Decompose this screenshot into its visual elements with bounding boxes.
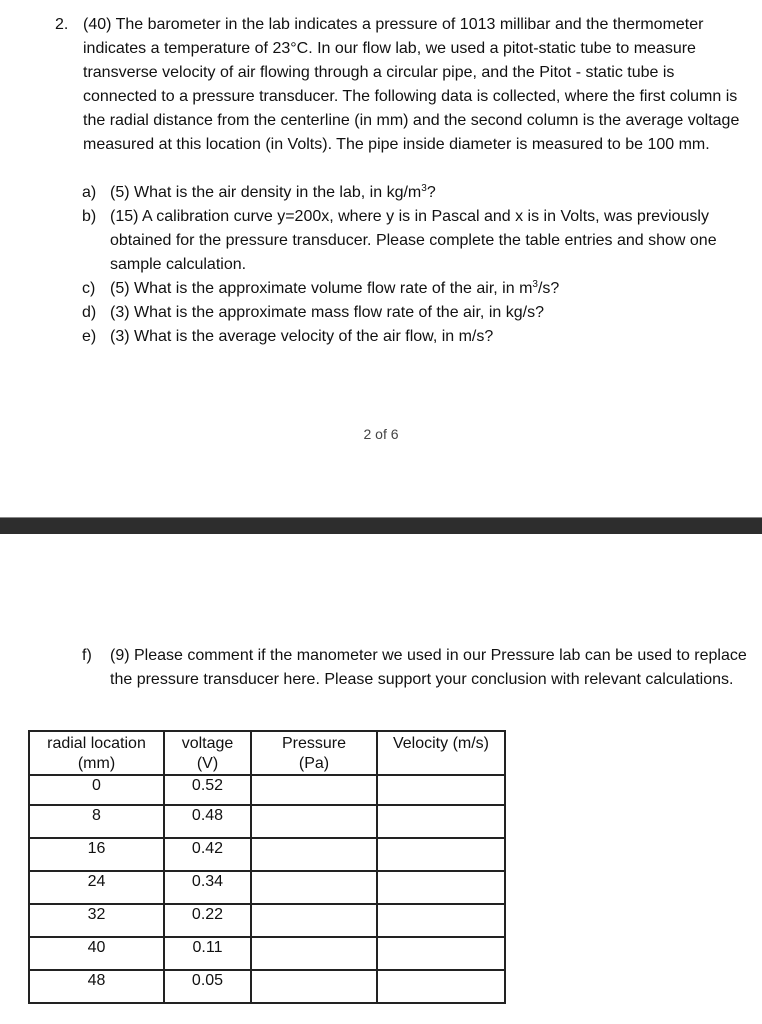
table-row: [29, 775, 505, 805]
part-letter: b): [82, 208, 97, 225]
table-cell: 0.05: [164, 970, 251, 1003]
column-header: radial location (mm): [29, 731, 164, 775]
table-cell: 48: [29, 970, 164, 1003]
question-parts: [82, 181, 742, 349]
page-indicator: 2 of 6: [363, 426, 399, 442]
table-cell: [377, 937, 505, 970]
column-header: voltage (V): [164, 731, 251, 775]
table-cell: 8: [29, 805, 164, 838]
part-f: [82, 644, 752, 692]
part-text: (3) What is the approximate mass flow rate of the air, in kg/s?: [110, 304, 544, 321]
table-cell: [251, 805, 377, 838]
table-cell: 0.11: [164, 937, 251, 970]
part-text: (3) What is the average velocity of the air flow, in m/s?: [110, 328, 494, 345]
table-cell: [377, 775, 505, 805]
part-text: (9) Please comment if the manometer we used in our Pressure lab can be used to replace the pressure transducer here. Please support your conclusion with relevant calculations.: [110, 647, 747, 688]
table-cell: [377, 805, 505, 838]
table-cell: 0.48: [164, 805, 251, 838]
table-header-row: [29, 731, 505, 775]
question-number: 2.: [55, 16, 69, 33]
table-cell: [377, 871, 505, 904]
part-letter: c): [82, 280, 96, 297]
part-text: (15) A calibration curve y=200x, where y is in Pascal and x is in Volts, was previously obtained for the pressure transducer. Please complete the table entries and show one sample calculation.: [110, 208, 717, 273]
table-cell: 0.34: [164, 871, 251, 904]
table-cell: [251, 970, 377, 1003]
table-row: [29, 805, 505, 838]
table-cell: [377, 838, 505, 871]
column-header: Velocity (m/s): [377, 731, 505, 775]
table-row: [29, 871, 505, 904]
table-cell: [377, 904, 505, 937]
part-letter: f): [82, 647, 92, 664]
table-row: [29, 838, 505, 871]
part-a: [82, 181, 742, 205]
question-2: [55, 13, 745, 157]
table-cell: 24: [29, 871, 164, 904]
part-text: (5) What is the air density in the lab, in $kg/m^3$?: [110, 183, 436, 201]
table-cell: [251, 937, 377, 970]
table-cell: 0: [29, 775, 164, 805]
table-cell: [377, 970, 505, 1003]
part-letter: a): [82, 184, 97, 201]
table-cell: 0.22: [164, 904, 251, 937]
table-cell: 0.52: [164, 775, 251, 805]
table-cell: 16: [29, 838, 164, 871]
page-divider: [0, 517, 762, 535]
table-cell: 40: [29, 937, 164, 970]
column-header: Pressure (Pa): [251, 731, 377, 775]
question-text: (40) The barometer in the lab indicates a pressure of 1013 millibar and the thermometer indicates a temperature of 23°C. In our flow lab, we used a pitot-static tube to measure transverse velocity of air flowing through a circular pipe, and the Pitot - static tube is connected to a pressure transducer. The following data is collected, where the first column is the radial distance from the centerline (in mm) and the second column is the average voltage measured at this location (in Volts). The pipe inside diameter is measured to be 100 mm.: [83, 16, 740, 153]
table-row: [29, 937, 505, 970]
table-cell: [251, 904, 377, 937]
part-letter: d): [82, 304, 97, 321]
table-cell: 32: [29, 904, 164, 937]
part-text: (5) What is the approximate volume flow rate of the air, in $m^3/s$?: [110, 279, 560, 297]
data-table: [28, 730, 506, 1004]
part-c: [82, 277, 742, 301]
part-d: [82, 301, 742, 325]
part-b: [82, 205, 742, 277]
part-e: [82, 325, 742, 349]
table-cell: [251, 838, 377, 871]
table-cell: [251, 871, 377, 904]
table-cell: [251, 775, 377, 805]
table-row: [29, 904, 505, 937]
table-row: [29, 970, 505, 1003]
table-cell: 0.42: [164, 838, 251, 871]
part-letter: e): [82, 328, 97, 345]
